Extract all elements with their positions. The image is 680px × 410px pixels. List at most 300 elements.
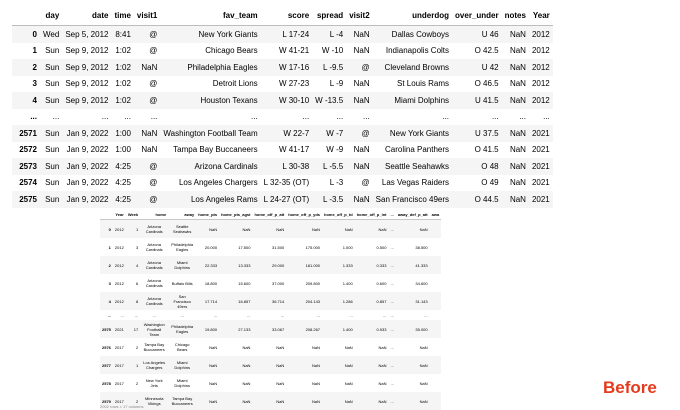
games-cell: Sep 9, 2012 (62, 59, 111, 76)
games-cell: ... (502, 109, 529, 126)
games-cell: Jan 9, 2022 (62, 175, 111, 192)
games-cell: 1:02 (111, 43, 133, 60)
games-row (12, 92, 553, 109)
stats-cell: 3 (126, 238, 140, 256)
games-cell: O 46.5 (452, 76, 502, 93)
stats-cell: NaN (196, 356, 219, 374)
games-cell: Washington Football Team (160, 125, 260, 142)
stats-cell: NaN (252, 356, 286, 374)
stats-cell: NaN (322, 220, 355, 239)
games-row-index: ... (12, 109, 40, 126)
games-cell: 2021 (529, 175, 553, 192)
games-cell: @ (134, 191, 160, 208)
stats-row-index: 0 (100, 220, 113, 239)
games-cell: NaN (502, 125, 529, 142)
stats-cell: 6 (126, 274, 140, 292)
stats-cell: ... (113, 310, 126, 320)
stats-cell: ... (388, 220, 395, 239)
stats-cell: NaN (286, 374, 322, 392)
stats-cell: NaN (196, 220, 219, 239)
games-cell: @ (134, 158, 160, 175)
stats-cell: ... (388, 292, 395, 310)
stats-cell: 208.267 (286, 320, 322, 338)
games-cell: Sun (40, 175, 62, 192)
games-cell: 2012 (529, 59, 553, 76)
stats-cell: 31.500 (252, 238, 286, 256)
games-col-header: underdog (373, 5, 452, 26)
stats-cell: 1.286 (322, 292, 355, 310)
stats-cell: San Francisco 49ers (168, 292, 196, 310)
games-cell: NaN (502, 175, 529, 192)
stats-cell: Arizona Cardinals (140, 292, 168, 310)
stats-cell: 20.000 (196, 238, 219, 256)
stats-cell: NaN (252, 374, 286, 392)
games-header-row (12, 5, 553, 26)
stats-cell: ... (286, 310, 322, 320)
games-cell: Sun (40, 59, 62, 76)
stats-cell: 1 (126, 220, 140, 239)
games-cell: @ (134, 76, 160, 93)
games-col-header: score (261, 5, 313, 26)
stats-cell: 204.143 (286, 292, 322, 310)
stats-cell: NaN (286, 220, 322, 239)
games-cell: ... (160, 109, 260, 126)
games-cell: NaN (502, 142, 529, 159)
stats-col-header: home_pts (196, 210, 219, 220)
games-cell: ... (346, 109, 372, 126)
stats-cell: Arizona Cardinals (140, 238, 168, 256)
games-cell: NaN (134, 142, 160, 159)
stats-cell: ... (126, 310, 140, 320)
games-cell: New York Giants (373, 125, 452, 142)
stats-cell: NaN (322, 374, 355, 392)
stats-cell: 2012 (113, 256, 126, 274)
games-cell: @ (346, 175, 372, 192)
games-cell: @ (346, 59, 372, 76)
games-cell: 1:02 (111, 76, 133, 93)
games-cell: Las Vegas Raiders (373, 175, 452, 192)
stats-cell (430, 338, 442, 356)
games-cell: O 41.5 (452, 142, 502, 159)
games-cell: NaN (346, 43, 372, 60)
games-cell: NaN (346, 158, 372, 175)
games-row (12, 191, 553, 208)
stats-cell: 27.133 (219, 320, 252, 338)
stats-cell (430, 356, 442, 374)
games-row (12, 109, 553, 126)
stats-cell: NaN (396, 392, 430, 410)
stats-cell: 41.333 (396, 256, 430, 274)
games-cell: W 30-10 (261, 92, 313, 109)
stats-cell (430, 374, 442, 392)
stats-col-header: home_off_p_yds (286, 210, 322, 220)
games-cell: NaN (502, 76, 529, 93)
stats-row-index: 3 (100, 274, 113, 292)
stats-cell: 1.400 (322, 320, 355, 338)
games-cell: Sun (40, 158, 62, 175)
stats-cell: NaN (196, 338, 219, 356)
stats-cell: 175.000 (286, 238, 322, 256)
stats-cell: 2017 (113, 338, 126, 356)
stats-cell: 0.600 (355, 274, 389, 292)
stats-cell: 38.500 (396, 238, 430, 256)
stats-row-index: 2 (100, 256, 113, 274)
games-row-index: 2572 (12, 142, 40, 159)
games-cell: 2021 (529, 191, 553, 208)
games-cell: New York Giants (160, 26, 260, 43)
stats-cell: NaN (219, 220, 252, 239)
stats-row (100, 392, 441, 410)
stats-cell: NaN (355, 392, 389, 410)
stats-row (100, 320, 441, 338)
games-cell: O 49 (452, 175, 502, 192)
stats-cell: 2 (126, 392, 140, 410)
stats-cell: Seattle Seahawks (168, 220, 196, 239)
stats-cell: 18.800 (196, 274, 219, 292)
stats-cell: 8 (126, 292, 140, 310)
games-cell: Sun (40, 125, 62, 142)
games-col-header: spread (312, 5, 346, 26)
games-cell: NaN (346, 26, 372, 43)
games-cell: NaN (134, 59, 160, 76)
stats-cell: 2012 (113, 220, 126, 239)
stats-cell: NaN (286, 356, 322, 374)
games-cell: St Louis Rams (373, 76, 452, 93)
stats-cell: ... (168, 310, 196, 320)
games-cell: L 24-27 (OT) (261, 191, 313, 208)
games-cell: NaN (502, 92, 529, 109)
games-cell: 2012 (529, 26, 553, 43)
stats-cell: 1.333 (322, 256, 355, 274)
stats-cell: Minnesota Vikings (140, 392, 168, 410)
stats-body (100, 220, 441, 410)
games-cell: U 41.5 (452, 92, 502, 109)
stats-cell: ... (388, 310, 395, 320)
games-cell: L -3 (312, 175, 346, 192)
games-cell: NaN (346, 76, 372, 93)
stats-cell (430, 392, 442, 410)
stats-cell: ... (322, 310, 355, 320)
stats-cell: 17.500 (219, 238, 252, 256)
games-cell: San Francisco 49ers (373, 191, 452, 208)
stats-cell: 16.857 (219, 292, 252, 310)
stats-cell: ... (252, 310, 286, 320)
stats-cell: ... (388, 392, 395, 410)
stats-cell: Tampa Bay Buccaneers (168, 392, 196, 410)
games-cell: Sun (40, 43, 62, 60)
stats-col-header: Year (113, 210, 126, 220)
games-col-header: Year (529, 5, 553, 26)
stats-cell: NaN (219, 356, 252, 374)
stats-cell: 13.333 (219, 256, 252, 274)
games-cell: Arizona Cardinals (160, 158, 260, 175)
games-col-header: visit2 (346, 5, 372, 26)
stats-cell: ... (388, 374, 395, 392)
stats-cell: 2017 (113, 392, 126, 410)
stats-cell: 33.067 (252, 320, 286, 338)
games-cell: 2012 (529, 43, 553, 60)
games-cell: ... (134, 109, 160, 126)
stats-cell: NaN (286, 338, 322, 356)
games-cell: Houston Texans (160, 92, 260, 109)
games-cell: W 27-23 (261, 76, 313, 93)
stats-header-row (100, 210, 441, 220)
games-cell: O 48 (452, 158, 502, 175)
games-col-header: day (40, 5, 62, 26)
games-col-header: fav_team (160, 5, 260, 26)
games-cell: NaN (346, 142, 372, 159)
games-cell: Sun (40, 191, 62, 208)
stats-cell: 2012 (113, 274, 126, 292)
games-row-index: 0 (12, 26, 40, 43)
games-cell: Miami Dolphins (373, 92, 452, 109)
stats-cell: New York Jets (140, 374, 168, 392)
games-cell: NaN (346, 191, 372, 208)
stats-cell: ... (388, 274, 395, 292)
games-cell: ... (62, 109, 111, 126)
games-cell: ... (40, 109, 62, 126)
games-cell: @ (134, 26, 160, 43)
stats-cell: 2 (126, 338, 140, 356)
stats-col-header: ... (388, 210, 395, 220)
games-cell: Jan 9, 2022 (62, 191, 111, 208)
games-cell: Carolina Panthers (373, 142, 452, 159)
stats-cell: Washington Football Team (140, 320, 168, 338)
stats-cell: 17 (126, 320, 140, 338)
stats-cell: Philadelphia Eagles (168, 238, 196, 256)
stats-cell: 0.933 (355, 320, 389, 338)
games-cell: W -13.5 (312, 92, 346, 109)
stats-cell: 17.714 (196, 292, 219, 310)
games-cell: 2021 (529, 158, 553, 175)
games-cell: ... (261, 109, 313, 126)
stats-col-header: home_pts_agst (219, 210, 252, 220)
games-cell: Jan 9, 2022 (62, 158, 111, 175)
games-cell: U 42 (452, 59, 502, 76)
stats-cell: ... (388, 238, 395, 256)
games-cell: Indianapolis Colts (373, 43, 452, 60)
stats-cell: NaN (286, 392, 322, 410)
stats-cell (430, 320, 442, 338)
games-cell: @ (134, 175, 160, 192)
games-col-header: time (111, 5, 133, 26)
stats-row (100, 220, 441, 239)
stats-cell: ... (355, 310, 389, 320)
stats-cell: ... (196, 310, 219, 320)
games-cell: @ (134, 92, 160, 109)
games-row-index: 2573 (12, 158, 40, 175)
games-cell: W -10 (312, 43, 346, 60)
games-row-index: 1 (12, 43, 40, 60)
stats-cell: Miami Dolphins (168, 374, 196, 392)
stats-cell (430, 292, 442, 310)
games-cell: ... (312, 109, 346, 126)
stats-cell: NaN (252, 392, 286, 410)
stats-row (100, 292, 441, 310)
stats-cell: 1.000 (322, 238, 355, 256)
games-cell: L -9.5 (312, 59, 346, 76)
games-cell: ... (452, 109, 502, 126)
games-cell: 8:41 (111, 26, 133, 43)
games-row (12, 59, 553, 76)
stats-cell: Buffalo Bills (168, 274, 196, 292)
games-cell: L 30-38 (261, 158, 313, 175)
games-cell: 1:02 (111, 59, 133, 76)
stats-cell: 31.143 (396, 292, 430, 310)
stats-col-header: home_off_p_td (322, 210, 355, 220)
stats-row (100, 374, 441, 392)
stats-row (100, 338, 441, 356)
games-col-header (12, 5, 40, 26)
stats-cell: NaN (196, 374, 219, 392)
stats-cell: NaN (322, 392, 355, 410)
games-cell: ... (529, 109, 553, 126)
stats-cell: 2012 (113, 238, 126, 256)
games-cell: Chicago Bears (160, 43, 260, 60)
games-cell: U 37.5 (452, 125, 502, 142)
stats-cell: NaN (355, 220, 389, 239)
stats-cell: 0.333 (355, 256, 389, 274)
stats-cell: 0.857 (355, 292, 389, 310)
games-row (12, 175, 553, 192)
games-cell: Wed (40, 26, 62, 43)
stats-cell (430, 274, 442, 292)
stats-cell: 2012 (113, 292, 126, 310)
stats-cell: ... (140, 310, 168, 320)
stats-cell (430, 220, 442, 239)
games-cell: Dallas Cowboys (373, 26, 452, 43)
stats-cell: 15.600 (219, 274, 252, 292)
games-cell: L -9 (312, 76, 346, 93)
games-cell: @ (346, 125, 372, 142)
games-cell: O 44.5 (452, 191, 502, 208)
games-row (12, 26, 553, 43)
games-row (12, 43, 553, 60)
stats-cell: 1 (126, 356, 140, 374)
games-cell: Jan 9, 2022 (62, 142, 111, 159)
stats-row (100, 274, 441, 292)
games-cell: 4:25 (111, 175, 133, 192)
stats-cell: 34.600 (396, 274, 430, 292)
stats-cell: 29.000 (252, 256, 286, 274)
stats-cell: NaN (322, 338, 355, 356)
stats-row-index: ... (100, 310, 113, 320)
stats-cell: 2017 (113, 356, 126, 374)
stats-cell: NaN (396, 220, 430, 239)
stats-cell: NaN (252, 338, 286, 356)
games-cell: NaN (502, 26, 529, 43)
games-cell: 1:02 (111, 92, 133, 109)
stats-cell: 2 (126, 374, 140, 392)
games-cell: Sep 9, 2012 (62, 76, 111, 93)
stats-cell: Chicago Bears (168, 338, 196, 356)
games-cell: W -9 (312, 142, 346, 159)
games-row (12, 142, 553, 159)
stats-col-header: away_def_p_att (396, 210, 430, 220)
stats-cell: 36.714 (252, 292, 286, 310)
stats-cell: NaN (219, 374, 252, 392)
stats-cell: 35.000 (396, 320, 430, 338)
games-cell: Sun (40, 76, 62, 93)
stats-row-index: 2577 (100, 356, 113, 374)
games-cell: NaN (346, 92, 372, 109)
games-cell: @ (134, 43, 160, 60)
stats-cell: Philadelphia Eagles (168, 320, 196, 338)
games-col-header: visit1 (134, 5, 160, 26)
games-cell: ... (111, 109, 133, 126)
stats-cell: NaN (355, 356, 389, 374)
games-cell: Cleveland Browns (373, 59, 452, 76)
stats-cell: NaN (355, 374, 389, 392)
stats-col-header: Week (126, 210, 140, 220)
stats-trailing-text: 2002 rows × 17 columns (100, 404, 143, 409)
stats-col-header: home (140, 210, 168, 220)
stats-cell: Arizona Cardinals (140, 256, 168, 274)
games-cell: L 17-24 (261, 26, 313, 43)
stats-cell: 22.333 (196, 256, 219, 274)
games-cell: Seattle Seahawks (373, 158, 452, 175)
games-cell: 4:25 (111, 191, 133, 208)
stats-cell: Miami Dolphins (168, 356, 196, 374)
stats-cell: ... (219, 310, 252, 320)
stats-row-index: 1 (100, 238, 113, 256)
stats-row-index: 2575 (100, 320, 113, 338)
stats-cell: NaN (322, 356, 355, 374)
stats-row-index: 2578 (100, 374, 113, 392)
stats-cell: Arizona Cardinals (140, 220, 168, 239)
games-cell: W 41-21 (261, 43, 313, 60)
games-cell: Los Angeles Chargers (160, 175, 260, 192)
games-cell: 2012 (529, 92, 553, 109)
stats-col-header (100, 210, 113, 220)
stats-col-header: away (168, 210, 196, 220)
stats-dataframe (100, 210, 441, 410)
games-cell: Los Angeles Rams (160, 191, 260, 208)
stats-cell: ... (388, 338, 395, 356)
games-row-index: 2574 (12, 175, 40, 192)
stats-cell (430, 238, 442, 256)
games-cell: W 41-17 (261, 142, 313, 159)
stats-cell: ... (396, 310, 430, 320)
games-cell: NaN (502, 191, 529, 208)
stats-row-index: 2576 (100, 338, 113, 356)
games-cell: 2012 (529, 76, 553, 93)
stats-cell: NaN (219, 338, 252, 356)
games-cell: O 42.5 (452, 43, 502, 60)
stats-cell: NaN (252, 220, 286, 239)
games-cell: Sep 5, 2012 (62, 26, 111, 43)
stats-cell: NaN (396, 338, 430, 356)
games-row (12, 158, 553, 175)
games-row-index: 4 (12, 92, 40, 109)
stats-cell: 1.400 (322, 274, 355, 292)
games-col-header: over_under (452, 5, 502, 26)
stats-cell: NaN (219, 392, 252, 410)
games-cell: L 32-35 (OT) (261, 175, 313, 192)
stats-col-header: home_off_p_int (355, 210, 389, 220)
games-cell: 1:00 (111, 142, 133, 159)
stats-col-header: awa (430, 210, 442, 220)
games-cell: L -3.5 (312, 191, 346, 208)
stats-cell: Miami Dolphins (168, 256, 196, 274)
stats-cell: NaN (396, 356, 430, 374)
games-row (12, 76, 553, 93)
stats-row (100, 256, 441, 274)
games-dataframe (12, 5, 553, 208)
games-row-index: 2575 (12, 191, 40, 208)
games-cell: 2021 (529, 142, 553, 159)
games-cell: NaN (502, 158, 529, 175)
